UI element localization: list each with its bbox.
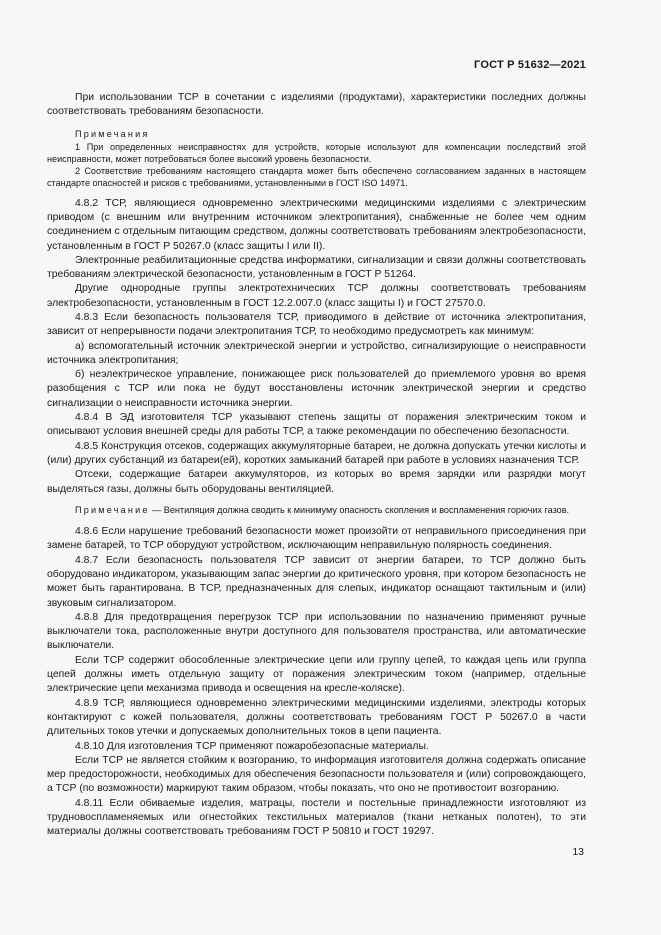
notes-block <box>47 128 586 190</box>
paragraph: 4.8.9 ТСР, являющиеся одновременно электрическими медицинскими изделиями, электроды которых контактируют с кожей пользователя, должны соответствовать требованиям ГОСТ Р 50267.0 в части длительных токов утечки и допускаемых дополнительных токов в цепи пациента. <box>47 697 586 738</box>
notes-title: Примечания <box>75 128 150 139</box>
paragraph: Отсеки, содержащие батареи аккумуляторов, из которых во время зарядки или разрядки могут выделяться газы, должны быть оборудованы вентиляцией. <box>47 469 586 495</box>
doc-header-number: ГОСТ Р 51632—2021 <box>474 59 586 71</box>
paragraph: Если ТСР содержит обособленные электрические цепи или группу цепей, то каждая цепь или группа цепей должны иметь отдельную защиту от поражения электрическим током (например, отдельные электрические цепи механизма привода и освещения на кресле-коляске). <box>47 654 586 695</box>
note-item: 2 Соответствие требованиям настоящего стандарта может быть обеспечено согласованием заданных в настоящем стандарте опасностей и рисков с требованиями, установленными в ГОСТ ISO 14971. <box>47 166 586 189</box>
paragraph: Электронные реабилитационные средства информатики, сигнализации и связи должны соответствовать требованиям электрической безопасности, установленным в ГОСТ Р 51264. <box>47 254 586 281</box>
inline-note-text: — Вентиляция должна сводить к минимуму опасность скопления и воспламенения горючих газов. <box>149 504 570 515</box>
list-item: а) вспомогательный источник электрической энергии и устройство, сигнализирующие о неисправности источника электропитания; <box>47 340 586 366</box>
paragraph: Другие однородные группы электротехнических ТСР должны соответствовать требованиям электробезопасности, установленным в ГОСТ 12.2.007.0 (класс защиты I) и ГОСТ 27570.0. <box>47 283 586 309</box>
paragraph: 4.8.8 Для предотвращения перегрузок ТСР при использовании по назначению применяют ручные выключатели тока, расположенные внутри доступного для пользователя пространства, или автоматические выключатели. <box>47 611 586 652</box>
paragraphs-middle <box>47 197 586 497</box>
paragraph: 4.8.7 Если безопасность пользователя ТСР зависит от энергии батареи, то ТСР должно быть оборудовано индикатором, указывающим запас энергии до критического уровня, при котором безопасность не может быть гарантирована. В ТСР, предназначенных для слепых, индикатор оснащают тактильным и (или) звуковым сигнализатором. <box>47 554 586 609</box>
document-body <box>47 91 586 840</box>
inline-note <box>47 504 586 516</box>
paragraph: Если ТСР не является стойким к возгоранию, то информация изготовителя должна содержать описание мер предосторожности, необходимых для обеспечения безопасности пользователя и (или) сопровождающего, а ТСР (по возможности) маркируют таким образом, чтобы показать, что оно не противостоит возгоранию. <box>47 754 586 795</box>
list-item: б) неэлектрическое управление, понижающее риск пользователей до приемлемого уровня во время разобщения с ТСР или пока не будут восстановлены источник электрической энергии и средство сигнализации о неисправности источника энергии. <box>47 369 586 409</box>
paragraph: 4.8.11 Если обиваемые изделия, матрацы, постели и постельные принадлежности изготовляют из трудновоспламеняемых или огнестойких текстильных материалов (ткани нетканых полотен), то эти материалы должны соответствовать требованиям ГОСТ Р 50810 и ГОСТ 19297. <box>47 797 586 838</box>
inline-note-paragraph <box>47 504 586 516</box>
paragraph: 4.8.2 ТСР, являющиеся одновременно электрическими медицинскими изделиями с электрическим приводом (с внешним или внутренним источником электропитания), снабженные не более чем одним соединением с отдельным питающим средством, должны соответствовать требованиям электробезопасности, установленным в ГОСТ Р 50267.0 (класс защиты I или II). <box>47 197 586 252</box>
paragraphs-bottom <box>47 525 586 840</box>
paragraph: 4.8.10 Для изготовления ТСР применяют пожаробезопасные материалы. <box>75 740 429 752</box>
paragraph: 4.8.5 Конструкция отсеков, содержащих аккумуляторные батареи, не должна допускать утечки кислоты и (или) других субстанций из батареи(ей), коротких замыканий батарей при работе в условиях назначения ТСР. <box>47 440 586 466</box>
paragraph: При использовании ТСР в сочетании с изделиями (продуктами), характеристики последних должны соответствовать требованиям безопасности. <box>47 92 586 118</box>
page-number: 13 <box>572 846 584 858</box>
paragraph: 4.8.6 Если нарушение требований безопасности может произойти от неправильного присоединения при замене батарей, то ТСР оборудуют устройством, исключающим неправильную полярность соединения. <box>47 526 586 552</box>
inline-note-label: Примечание <box>75 504 150 515</box>
paragraph: 4.8.4 В ЭД изготовителя ТСР указывают степень защиты от поражения электрическим током и описывают условия внешней среды для работы ТСР, а также рекомендации по обеспечению безопасности. <box>47 412 586 438</box>
paragraph: 4.8.3 Если безопасность пользователя ТСР, приводимого в действие от источника электропитания, зависит от непрерывности подачи электропитания ТСР, то необходимо предусмотреть как минимум: <box>47 311 586 338</box>
paragraphs-top <box>47 91 586 120</box>
note-item: 1 При определенных неисправностях для устройств, которые используют для компенсации последствий этой неисправности, может потребоваться более высокий уровень безопасности. <box>47 141 586 164</box>
